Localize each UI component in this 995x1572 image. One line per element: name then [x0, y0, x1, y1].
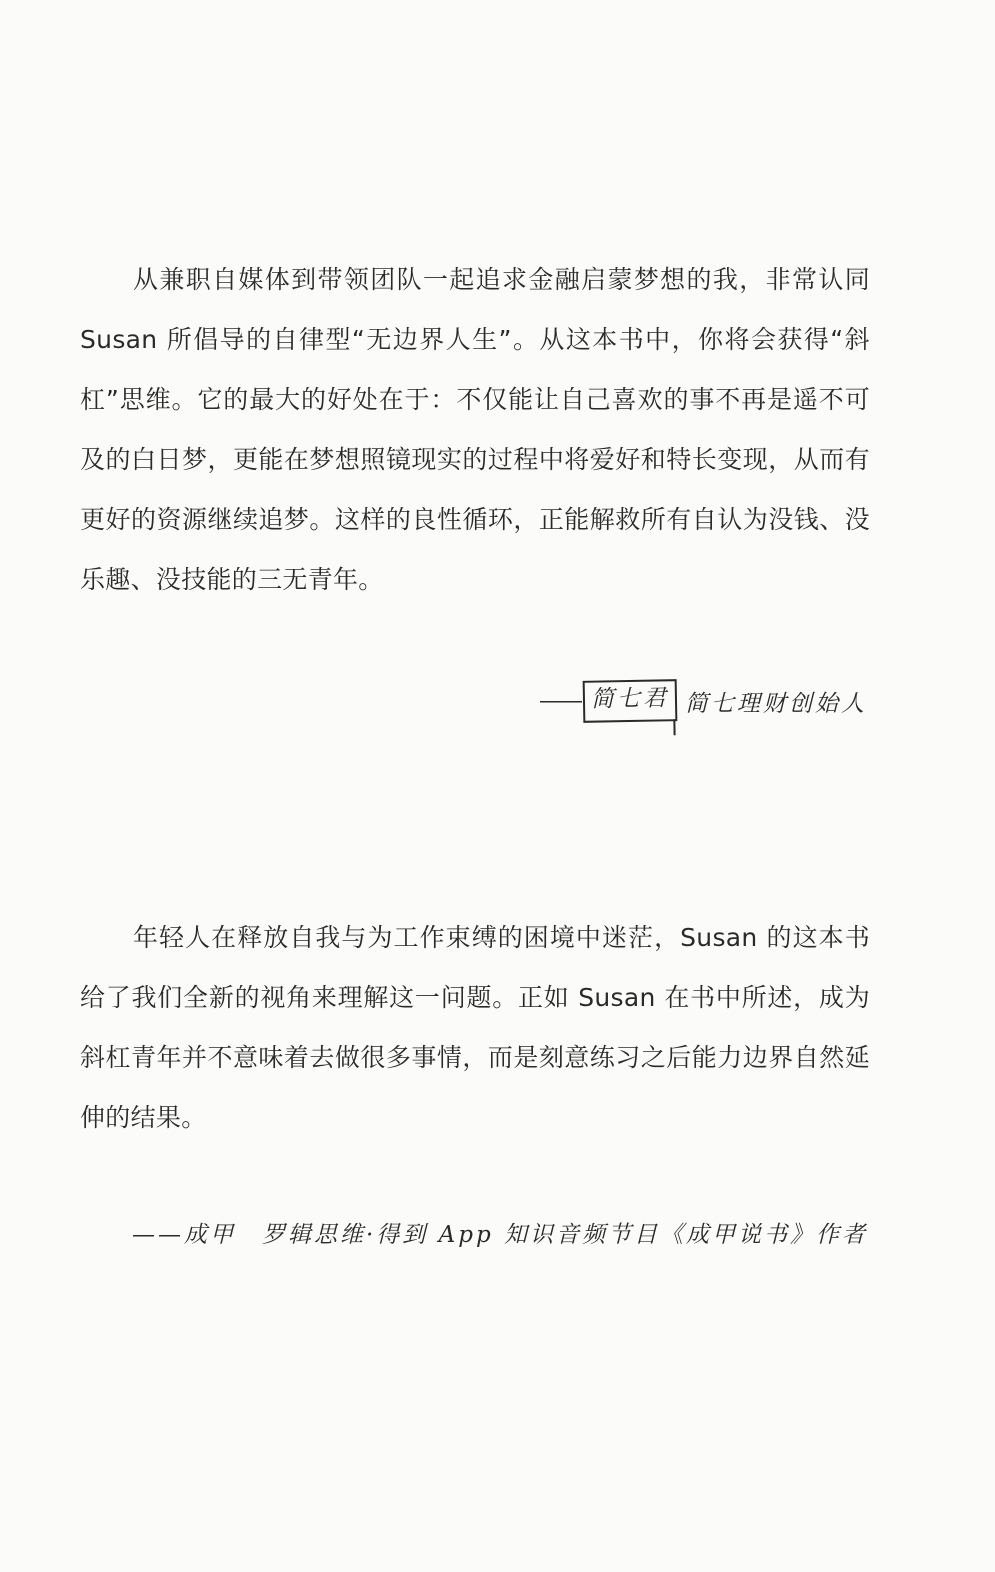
endorsement-attribution-2: ——成甲 罗辑思维·得到 App 知识音频节目《成甲说书》作者: [132, 1222, 868, 1248]
endorsement-quote-1: 从兼职自媒体到带领团队一起追求金融启蒙梦想的我，非常认同 Susan 所倡导的自律型“无边界人生”。从这本书中，你将会获得“斜杠”思维。它的最大的好处在于：不仅能让自己喜欢的事不再是遥不可及的白日梦，更能在梦想照镜现实的过程中将爱好和特长变现，从而有更好的资源继续追梦。这样的良性循环，正能解救所有自认为没钱、没乐趣、没技能的三无青年。: [80, 265, 870, 594]
attribution-dash: ——: [539, 688, 581, 714]
signature-stamp: 简七君: [583, 679, 678, 723]
endorsement-quote-2: 年轻人在释放自我与为工作束缚的困境中迷茫，Susan 的这本书给了我们全新的视角来理解这一问题。正如 Susan 在书中所述，成为斜杠青年并不意味着去做很多事情，而是刻意练习之后能力边界自然延伸的结果。: [80, 923, 870, 1132]
endorsement-attribution-1: [539, 676, 867, 726]
attribution-role: 简七理财创始人: [685, 690, 867, 717]
